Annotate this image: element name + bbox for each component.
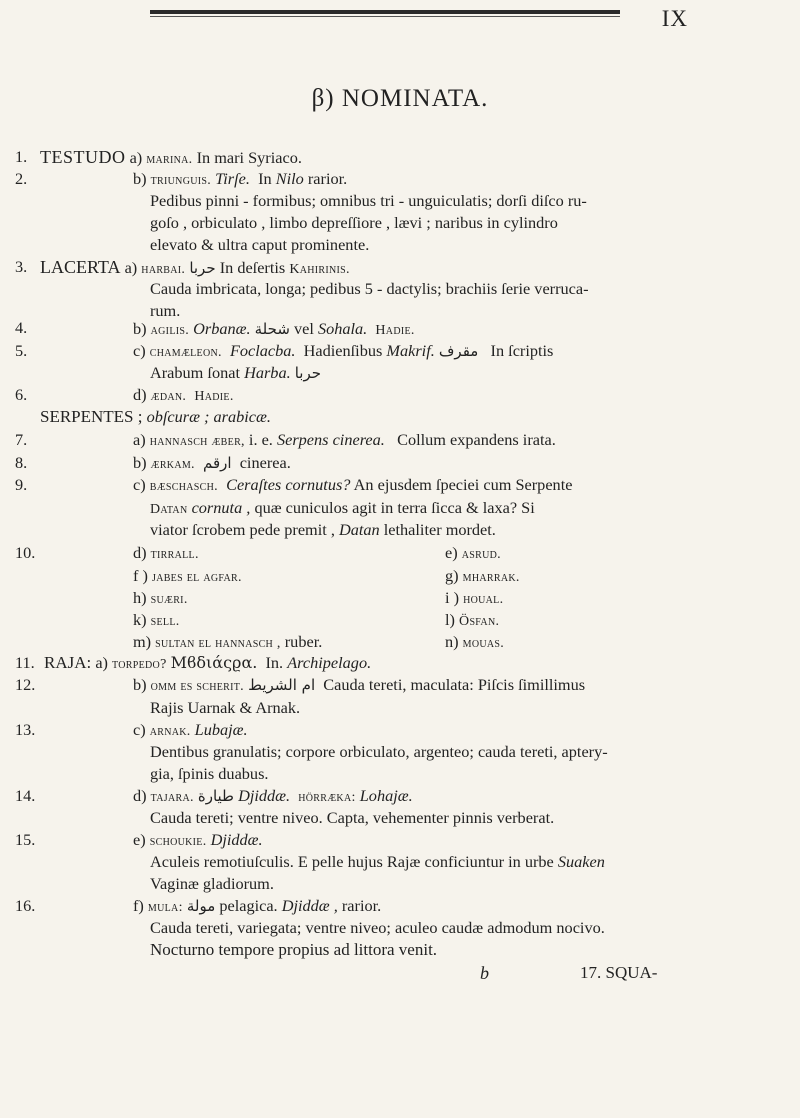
text-line: a) hannasch æber, i. e. Serpens cinerea. Collum expandens irata.	[133, 430, 556, 449]
text-line: c) chamæleon. Foclacba. Hadienſibus Makrif. مقرف In ſcriptis	[133, 341, 554, 360]
line-number: 3.	[15, 257, 28, 276]
arabic-word: حربا	[189, 259, 216, 277]
line-number: 1.	[15, 147, 28, 166]
text-line: SERPENTES ; obſcuræ ; arabicæ.	[40, 407, 271, 426]
text-line: Vaginæ gladiorum.	[150, 874, 274, 893]
line-number: 12.	[15, 675, 36, 694]
line-number: 16.	[15, 896, 36, 915]
text-line: gia, ſpinis duabus.	[150, 764, 269, 783]
text-line: Dentibus granulatis; corpore orbiculato, argenteo; cauda tereti, aptery-	[150, 742, 608, 761]
text-line: g) mharrak.	[445, 566, 520, 585]
text-line: c) arnak. Lubajæ.	[133, 720, 248, 739]
line-number: 6.	[15, 385, 28, 404]
catchword: 17. SQUA-	[580, 963, 658, 982]
text-line: m) sultan el hannasch , ruber.	[133, 632, 323, 651]
text-line: d) ædan. Hadie.	[133, 385, 234, 404]
arabic-word: ارقم	[202, 454, 232, 472]
page-number: IX	[661, 6, 688, 31]
text-line: Rajis Uarnak & Arnak.	[150, 698, 301, 717]
text-line: d) tirrall.	[133, 543, 199, 562]
text-line: Pedibus pinni - formibus; omnibus tri - unguiculatis; dorſi diſco ru-	[150, 191, 587, 210]
signature-mark: b	[480, 963, 489, 983]
line-number: 9.	[15, 475, 28, 494]
arabic-word: شحلة	[254, 320, 290, 338]
text-line: Datan cornuta , quæ cuniculos agit in terra ſicca & laxa? Si	[150, 498, 535, 517]
text-line: RAJA: a) torpedo? Μϐδιάςϱα. In. Archipelago.	[44, 653, 372, 672]
text-line: rum.	[150, 301, 181, 320]
text-line: e) schoukie. Djiddæ.	[133, 830, 263, 849]
section-title: β) NOMINATA.	[311, 85, 489, 112]
text-line: Nocturno tempore propius ad littora venit.	[150, 940, 438, 959]
text-line: elevato & ultra caput prominente.	[150, 235, 370, 254]
text-line: f) mula: مولة pelagica. Djiddæ , rarior.	[133, 896, 382, 915]
line-number: 14.	[15, 786, 36, 805]
text-line: LACERTA a) harbai. حربا In deſertis Kahirinis.	[40, 257, 350, 277]
text-line: Cauda tereti; ventre niveo. Capta, vehementer pinnis verberat.	[150, 808, 555, 827]
text-line: b) ærkam. ارقم cinerea.	[133, 453, 291, 472]
arabic-word: ام الشريط	[248, 676, 316, 694]
arabic-word: مقرف	[438, 342, 479, 360]
line-number: 15.	[15, 830, 36, 849]
text-line: Arabum ſonat Harba. حربا	[150, 363, 322, 382]
line-number: 11.	[15, 653, 35, 672]
text-line: f ) jabes el agfar.	[133, 566, 242, 585]
text-line: e) asrud.	[445, 543, 501, 562]
text-line: goſo , orbiculato , limbo depreſſiore , lævi ; naribus in cylindro	[150, 213, 558, 232]
text-line: Cauda tereti, variegata; ventre niveo; aculeo caudæ admodum nocivo.	[150, 918, 605, 937]
line-number: 4.	[15, 318, 28, 337]
text-line: b) omm es scherit. ام الشريط Cauda tereti, maculata: Piſcis ſimillimus	[133, 675, 586, 694]
arabic-word: طيارة	[197, 787, 234, 805]
line-number: 10.	[15, 543, 36, 562]
text-line: c) bæschasch. Ceraſtes cornutus? An ejusdem ſpeciei cum Serpente	[133, 475, 573, 494]
text-line: Aculeis remotiuſculis. E pelle hujus Rajæ conficiuntur in urbe Suaken	[150, 852, 605, 871]
header-rule	[150, 10, 620, 14]
line-number: 5.	[15, 341, 28, 360]
text-line: i ) houal.	[445, 588, 504, 607]
arabic-word: مولة	[186, 897, 216, 915]
line-number: 2.	[15, 169, 28, 188]
header-rule-thin	[150, 16, 620, 17]
text-line: b) agilis. Orbanæ. شحلة vel Sohala. Hadie.	[133, 319, 415, 338]
text-line: n) mouas.	[445, 632, 505, 651]
text-line: h) suæri.	[133, 588, 188, 607]
line-number: 8.	[15, 453, 28, 472]
arabic-word: حربا	[294, 364, 322, 382]
line-number: 13.	[15, 720, 36, 739]
text-line: k) sell.	[133, 610, 180, 629]
text-line: TESTUDO a) marina. In mari Syriaco.	[40, 147, 302, 167]
text-line: l) Ösfan.	[445, 610, 500, 629]
text-line: b) triunguis. Tirſe. In Nilo rarior.	[133, 169, 348, 188]
text-line: Cauda imbricata, longa; pedibus 5 - dactylis; brachiis ſerie verruca-	[150, 279, 589, 298]
text-line: d) tajara. طيارة Djiddæ. hörræka: Lohajæ.	[133, 786, 413, 805]
text-line: viator ſcrobem pede premit , Datan lethaliter mordet.	[150, 520, 496, 539]
line-number: 7.	[15, 430, 28, 449]
